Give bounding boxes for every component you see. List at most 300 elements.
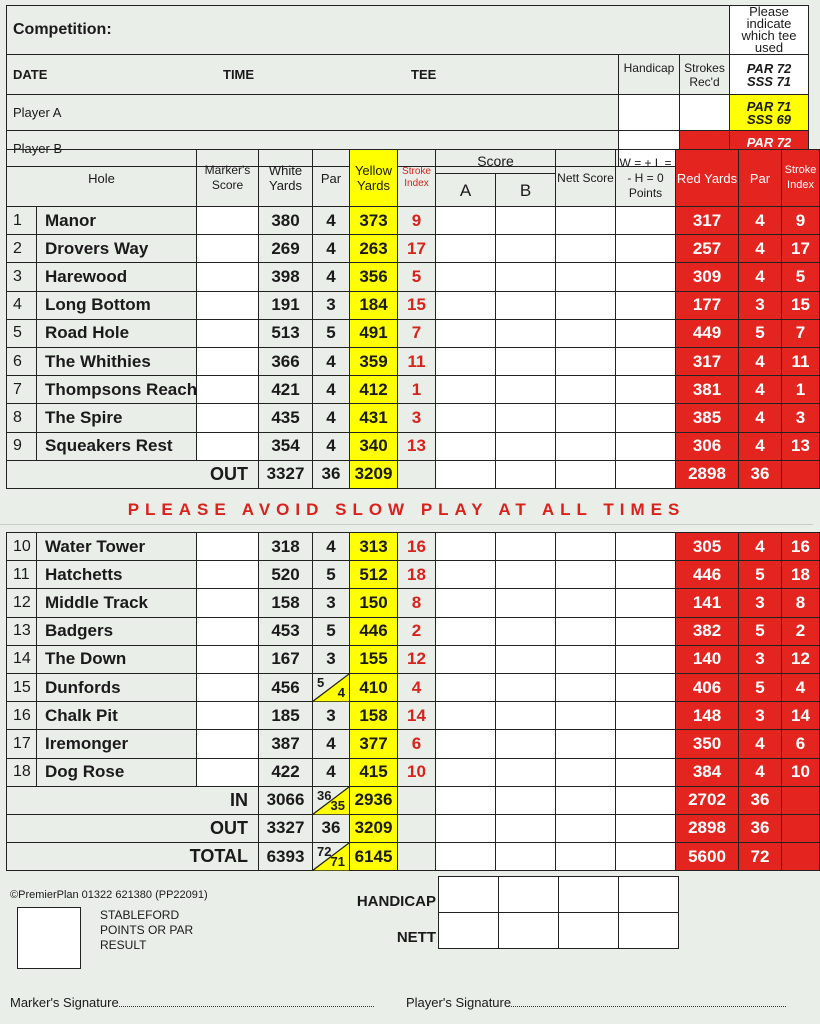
par-white: 36: [317, 787, 332, 803]
nett-score-cell[interactable]: [556, 730, 616, 758]
score-a-cell[interactable]: [436, 319, 496, 347]
hole-row: [7, 645, 820, 673]
tee-white-box[interactable]: [730, 55, 809, 95]
score-a-cell[interactable]: [436, 673, 496, 701]
red-yards: 148: [676, 702, 739, 730]
handicap-nett-table: [438, 876, 679, 949]
markers-score-cell[interactable]: [197, 702, 259, 730]
player-a-strokes[interactable]: [680, 95, 730, 131]
handicap-cell-points[interactable]: [619, 877, 679, 913]
score-a-cell[interactable]: [436, 561, 496, 589]
markers-score-cell[interactable]: [197, 404, 259, 432]
red-par: 3: [739, 291, 782, 319]
red-par: 5: [739, 319, 782, 347]
in-row-label: IN: [7, 786, 259, 814]
total-row-nett[interactable]: [556, 843, 616, 871]
strokes-received-label: Strokes Rec'd: [680, 55, 730, 95]
hole-row: [7, 235, 820, 263]
time-label: TIME: [223, 67, 255, 82]
hole-name: Thompsons Reach: [37, 376, 197, 404]
score-a-cell[interactable]: [436, 617, 496, 645]
hole-number: 1: [7, 207, 37, 235]
score-a-cell[interactable]: [436, 291, 496, 319]
in-row-score-a[interactable]: [436, 786, 496, 814]
white-yards: 453: [259, 617, 313, 645]
out-row: [7, 814, 820, 842]
score-a-cell[interactable]: [436, 347, 496, 375]
hole-number: 2: [7, 235, 37, 263]
hole-par: 4: [313, 432, 350, 460]
markers-score-cell[interactable]: [197, 263, 259, 291]
front-out-row-stroke-index-blank: [398, 460, 436, 488]
hole-number: 17: [7, 730, 37, 758]
marker-signature-line: [119, 995, 374, 1007]
publisher-credit: ©PremierPlan 01322 621380 (PP22091): [10, 889, 208, 901]
total-row-red-si-blank: [782, 843, 820, 871]
hole-name: Long Bottom: [37, 291, 197, 319]
hole-row: [7, 319, 820, 347]
red-stroke-index: 18: [782, 561, 820, 589]
tee-white-par: PAR 72: [746, 60, 792, 76]
markers-score-cell[interactable]: [197, 589, 259, 617]
stroke-index: 16: [398, 533, 436, 561]
score-b-cell[interactable]: [496, 263, 556, 291]
score-a-cell[interactable]: [436, 404, 496, 432]
stroke-index: 18: [398, 561, 436, 589]
score-b-cell[interactable]: [496, 561, 556, 589]
tee-yellow-par: PAR 71: [746, 98, 792, 114]
hole-row: [7, 376, 820, 404]
total-row-score-a[interactable]: [436, 843, 496, 871]
points-cell[interactable]: [616, 533, 676, 561]
hole-par: 4: [313, 533, 350, 561]
in-row-yellow-yards: 2936: [350, 786, 398, 814]
front-out-row-nett[interactable]: [556, 460, 616, 488]
tee-yellow-box[interactable]: [730, 95, 809, 131]
hole-number: 9: [7, 432, 37, 460]
yellow-yards: 356: [350, 263, 398, 291]
nett-cell-a[interactable]: [439, 913, 499, 949]
col-score: Score: [436, 150, 556, 174]
score-b-cell[interactable]: [496, 533, 556, 561]
score-b-cell[interactable]: [496, 291, 556, 319]
yellow-yards: 184: [350, 291, 398, 319]
yellow-yards: 340: [350, 432, 398, 460]
score-a-cell[interactable]: [436, 645, 496, 673]
par-white: 72: [317, 844, 332, 860]
nett-score-cell[interactable]: [556, 673, 616, 701]
nett-score-cell[interactable]: [556, 758, 616, 786]
white-yards: 398: [259, 263, 313, 291]
in-row-nett[interactable]: [556, 786, 616, 814]
markers-score-cell[interactable]: [197, 730, 259, 758]
hole-name: Road Hole: [37, 319, 197, 347]
red-par: 4: [739, 533, 782, 561]
handicap-cell-a[interactable]: [439, 877, 499, 913]
score-b-cell[interactable]: [496, 347, 556, 375]
hole-number: 16: [7, 702, 37, 730]
red-stroke-index: 5: [782, 263, 820, 291]
score-a-cell[interactable]: [436, 533, 496, 561]
nett-score-cell[interactable]: [556, 347, 616, 375]
white-yards: 269: [259, 235, 313, 263]
score-a-cell[interactable]: [436, 730, 496, 758]
points-cell[interactable]: [616, 589, 676, 617]
yellow-yards: 446: [350, 617, 398, 645]
hole-number: 5: [7, 319, 37, 347]
points-cell[interactable]: [616, 561, 676, 589]
markers-score-cell[interactable]: [197, 291, 259, 319]
nett-cell-nett[interactable]: [559, 913, 619, 949]
par-yellow: 35: [330, 797, 345, 813]
in-row-white-yards: 3066: [259, 786, 313, 814]
yellow-yards: 158: [350, 702, 398, 730]
tee-red-par: PAR 72: [746, 134, 792, 150]
hole-row: [7, 263, 820, 291]
hole-name: Drovers Way: [37, 235, 197, 263]
yellow-yards: 155: [350, 645, 398, 673]
white-yards: 191: [259, 291, 313, 319]
red-par: 4: [739, 432, 782, 460]
score-b-cell[interactable]: [496, 376, 556, 404]
col-red-stroke-index: Stroke Index: [782, 150, 820, 207]
competition-field[interactable]: [7, 6, 730, 55]
score-b-cell[interactable]: [496, 673, 556, 701]
score-a-cell[interactable]: [436, 432, 496, 460]
nett-cell-points[interactable]: [619, 913, 679, 949]
score-b-cell[interactable]: [496, 589, 556, 617]
red-par: 3: [739, 702, 782, 730]
score-b-cell[interactable]: [496, 432, 556, 460]
col-yellow-yards: Yellow Yards: [350, 150, 398, 207]
red-par: 4: [739, 376, 782, 404]
score-b-cell[interactable]: [496, 235, 556, 263]
nett-score-cell[interactable]: [556, 376, 616, 404]
hole-par: 3: [313, 702, 350, 730]
hole-number: 13: [7, 617, 37, 645]
stroke-index: 2: [398, 617, 436, 645]
total-row-points[interactable]: [616, 843, 676, 871]
nett-score-cell[interactable]: [556, 291, 616, 319]
red-yards: 309: [676, 263, 739, 291]
yellow-yards: 359: [350, 347, 398, 375]
red-stroke-index: 16: [782, 533, 820, 561]
red-par: 4: [739, 758, 782, 786]
points-cell[interactable]: [616, 404, 676, 432]
stroke-index: 1: [398, 376, 436, 404]
points-cell[interactable]: [616, 207, 676, 235]
out-row-par: 36: [313, 814, 350, 842]
hole-row: [7, 617, 820, 645]
markers-score-cell[interactable]: [197, 533, 259, 561]
front-out-row-points[interactable]: [616, 460, 676, 488]
nett-score-cell[interactable]: [556, 533, 616, 561]
hole-name: Hatchetts: [37, 561, 197, 589]
red-yards: 384: [676, 758, 739, 786]
nett-score-cell[interactable]: [556, 702, 616, 730]
hole-number: 12: [7, 589, 37, 617]
marker-signature-field[interactable]: [10, 995, 374, 1010]
score-a-cell[interactable]: [436, 235, 496, 263]
points-cell[interactable]: [616, 347, 676, 375]
front-out-row-white-yards: 3327: [259, 460, 313, 488]
markers-score-cell[interactable]: [197, 561, 259, 589]
out-row-red-par: 36: [739, 814, 782, 842]
out-row-score-a[interactable]: [436, 814, 496, 842]
hole-row: [7, 404, 820, 432]
hole-name: Harewood: [37, 263, 197, 291]
stroke-index: 17: [398, 235, 436, 263]
nett-score-cell[interactable]: [556, 589, 616, 617]
white-yards: 513: [259, 319, 313, 347]
hole-par: 5: [313, 319, 350, 347]
stroke-index: 12: [398, 645, 436, 673]
out-row-white-yards: 3327: [259, 814, 313, 842]
markers-score-cell[interactable]: [197, 376, 259, 404]
nett-score-cell[interactable]: [556, 617, 616, 645]
stroke-index: 3: [398, 404, 436, 432]
markers-score-cell[interactable]: [197, 673, 259, 701]
red-yards: 385: [676, 404, 739, 432]
white-yards: 520: [259, 561, 313, 589]
score-b-cell[interactable]: [496, 758, 556, 786]
score-b-cell[interactable]: [496, 702, 556, 730]
col-markers-score: Marker's Score: [197, 150, 259, 207]
stroke-index: 13: [398, 432, 436, 460]
white-yards: 167: [259, 645, 313, 673]
points-cell[interactable]: [616, 376, 676, 404]
hole-par: 4: [313, 730, 350, 758]
red-stroke-index: 2: [782, 617, 820, 645]
stroke-index: 15: [398, 291, 436, 319]
white-yards: 456: [259, 673, 313, 701]
points-cell[interactable]: [616, 263, 676, 291]
out-row-yellow-yards: 3209: [350, 814, 398, 842]
nett-cell-b[interactable]: [499, 913, 559, 949]
red-yards: 140: [676, 645, 739, 673]
points-cell[interactable]: [616, 645, 676, 673]
red-par: 3: [739, 589, 782, 617]
white-yards: 158: [259, 589, 313, 617]
points-cell[interactable]: [616, 291, 676, 319]
score-b-cell[interactable]: [496, 404, 556, 432]
front-out-row: [7, 460, 820, 488]
handicap-row-label: HANDICAP: [356, 893, 436, 910]
points-cell[interactable]: [616, 319, 676, 347]
markers-score-cell[interactable]: [197, 207, 259, 235]
white-yards: 354: [259, 432, 313, 460]
slow-play-banner: PLEASE AVOID SLOW PLAY AT ALL TIMES: [127, 500, 686, 519]
out-row-nett[interactable]: [556, 814, 616, 842]
yellow-yards: 373: [350, 207, 398, 235]
red-yards: 257: [676, 235, 739, 263]
stroke-index: 11: [398, 347, 436, 375]
col-stroke-index: Stroke Index: [398, 150, 436, 207]
red-yards: 305: [676, 533, 739, 561]
white-yards: 387: [259, 730, 313, 758]
hole-name: Squeakers Rest: [37, 432, 197, 460]
nett-score-cell[interactable]: [556, 404, 616, 432]
hole-number: 8: [7, 404, 37, 432]
total-row-white-yards: 6393: [259, 843, 313, 871]
red-stroke-index: 4: [782, 673, 820, 701]
hole-row: [7, 207, 820, 235]
red-yards: 306: [676, 432, 739, 460]
score-a-cell[interactable]: [436, 758, 496, 786]
front-nine-rows: [7, 207, 820, 489]
stroke-index: 14: [398, 702, 436, 730]
red-yards: 381: [676, 376, 739, 404]
stroke-index: 5: [398, 263, 436, 291]
nett-score-cell[interactable]: [556, 561, 616, 589]
red-yards: 449: [676, 319, 739, 347]
hole-row: [7, 291, 820, 319]
hole-number: 7: [7, 376, 37, 404]
player-signature-label: Player's Signature: [406, 995, 512, 1010]
red-par: 4: [739, 207, 782, 235]
white-yards: 366: [259, 347, 313, 375]
card-fold: [0, 524, 813, 525]
score-b-cell[interactable]: [496, 319, 556, 347]
red-stroke-index: 3: [782, 404, 820, 432]
front-out-row-score-a[interactable]: [436, 460, 496, 488]
markers-score-cell[interactable]: [197, 617, 259, 645]
front-out-row-red-yards: 2898: [676, 460, 739, 488]
nett-score-cell[interactable]: [556, 263, 616, 291]
white-yards: 380: [259, 207, 313, 235]
hole-par: 4: [313, 758, 350, 786]
total-row-red-par: 72: [739, 843, 782, 871]
red-par: 4: [739, 347, 782, 375]
player-a-label[interactable]: Player A: [7, 95, 619, 131]
score-a-cell[interactable]: [436, 263, 496, 291]
score-a-cell[interactable]: [436, 589, 496, 617]
points-cell[interactable]: [616, 702, 676, 730]
nett-score-cell[interactable]: [556, 235, 616, 263]
nett-row-label: NETT: [396, 929, 436, 946]
out-row-points[interactable]: [616, 814, 676, 842]
out-row-stroke-index-blank: [398, 814, 436, 842]
front-out-row-score-b[interactable]: [496, 460, 556, 488]
tee-white-sss: SSS 71: [746, 73, 792, 89]
handicap-cell-nett[interactable]: [559, 877, 619, 913]
red-stroke-index: 6: [782, 730, 820, 758]
in-row-score-b[interactable]: [496, 786, 556, 814]
col-white-yards: White Yards: [259, 150, 313, 207]
red-stroke-index: 8: [782, 589, 820, 617]
hole-name: Iremonger: [37, 730, 197, 758]
yellow-yards: 415: [350, 758, 398, 786]
markers-score-cell[interactable]: [197, 758, 259, 786]
points-cell[interactable]: [616, 617, 676, 645]
markers-score-cell[interactable]: [197, 432, 259, 460]
markers-score-cell[interactable]: [197, 235, 259, 263]
markers-score-cell[interactable]: [197, 319, 259, 347]
score-b-cell[interactable]: [496, 645, 556, 673]
yellow-yards: 313: [350, 533, 398, 561]
score-b-cell[interactable]: [496, 730, 556, 758]
score-b-cell[interactable]: [496, 617, 556, 645]
date-time-tee-field[interactable]: [7, 55, 619, 95]
nett-score-cell[interactable]: [556, 207, 616, 235]
in-row-red-yards: 2702: [676, 786, 739, 814]
handicap-cell-b[interactable]: [499, 877, 559, 913]
par-yellow: 71: [330, 854, 345, 870]
red-par: 4: [739, 730, 782, 758]
front-out-row-par: 36: [313, 460, 350, 488]
points-cell[interactable]: [616, 432, 676, 460]
white-yards: 421: [259, 376, 313, 404]
front-out-row-red-si-blank: [782, 460, 820, 488]
out-row-score-b[interactable]: [496, 814, 556, 842]
red-stroke-index: 10: [782, 758, 820, 786]
red-par: 5: [739, 561, 782, 589]
out-row-red-yards: 2898: [676, 814, 739, 842]
markers-score-cell[interactable]: [197, 645, 259, 673]
hole-row: [7, 673, 820, 701]
competition-label: Competition:: [13, 21, 112, 38]
red-yards: 446: [676, 561, 739, 589]
col-score-a: A: [436, 174, 496, 207]
markers-score-cell[interactable]: [197, 347, 259, 375]
hole-name: Dog Rose: [37, 758, 197, 786]
points-cell[interactable]: [616, 235, 676, 263]
col-points: W = + L = - H = 0 Points: [616, 150, 676, 207]
hole-name: Water Tower: [37, 533, 197, 561]
score-a-cell[interactable]: [436, 207, 496, 235]
nett-score-cell[interactable]: [556, 432, 616, 460]
red-par: 4: [739, 263, 782, 291]
score-a-cell[interactable]: [436, 376, 496, 404]
col-score-b: B: [496, 174, 556, 207]
player-b-label[interactable]: Player B: [7, 131, 619, 167]
in-row-points[interactable]: [616, 786, 676, 814]
total-row-par-split: [313, 843, 350, 871]
score-b-cell[interactable]: [496, 207, 556, 235]
points-cell[interactable]: [616, 730, 676, 758]
total-row-red-yards: 5600: [676, 843, 739, 871]
points-cell[interactable]: [616, 758, 676, 786]
yellow-yards: 431: [350, 404, 398, 432]
nett-score-cell[interactable]: [556, 319, 616, 347]
total-row-score-b[interactable]: [496, 843, 556, 871]
hole-name: Chalk Pit: [37, 702, 197, 730]
player-a-handicap[interactable]: [619, 95, 680, 131]
stableford-result-box[interactable]: [17, 907, 81, 969]
in-row-red-par: 36: [739, 786, 782, 814]
score-a-cell[interactable]: [436, 702, 496, 730]
yellow-yards: 512: [350, 561, 398, 589]
red-par: 5: [739, 617, 782, 645]
red-stroke-index: 13: [782, 432, 820, 460]
in-row-stroke-index-blank: [398, 786, 436, 814]
nett-score-cell[interactable]: [556, 645, 616, 673]
stroke-index: 8: [398, 589, 436, 617]
total-row-yellow-yards: 6145: [350, 843, 398, 871]
out-row-label: OUT: [7, 814, 259, 842]
hole-row: [7, 533, 820, 561]
player-signature-field[interactable]: [406, 995, 786, 1010]
white-yards: 185: [259, 702, 313, 730]
hole-row: [7, 347, 820, 375]
yellow-yards: 377: [350, 730, 398, 758]
stroke-index: 6: [398, 730, 436, 758]
red-par: 4: [739, 235, 782, 263]
points-cell[interactable]: [616, 673, 676, 701]
in-row-red-si-blank: [782, 786, 820, 814]
stroke-index: 7: [398, 319, 436, 347]
date-label: DATE: [13, 67, 48, 82]
